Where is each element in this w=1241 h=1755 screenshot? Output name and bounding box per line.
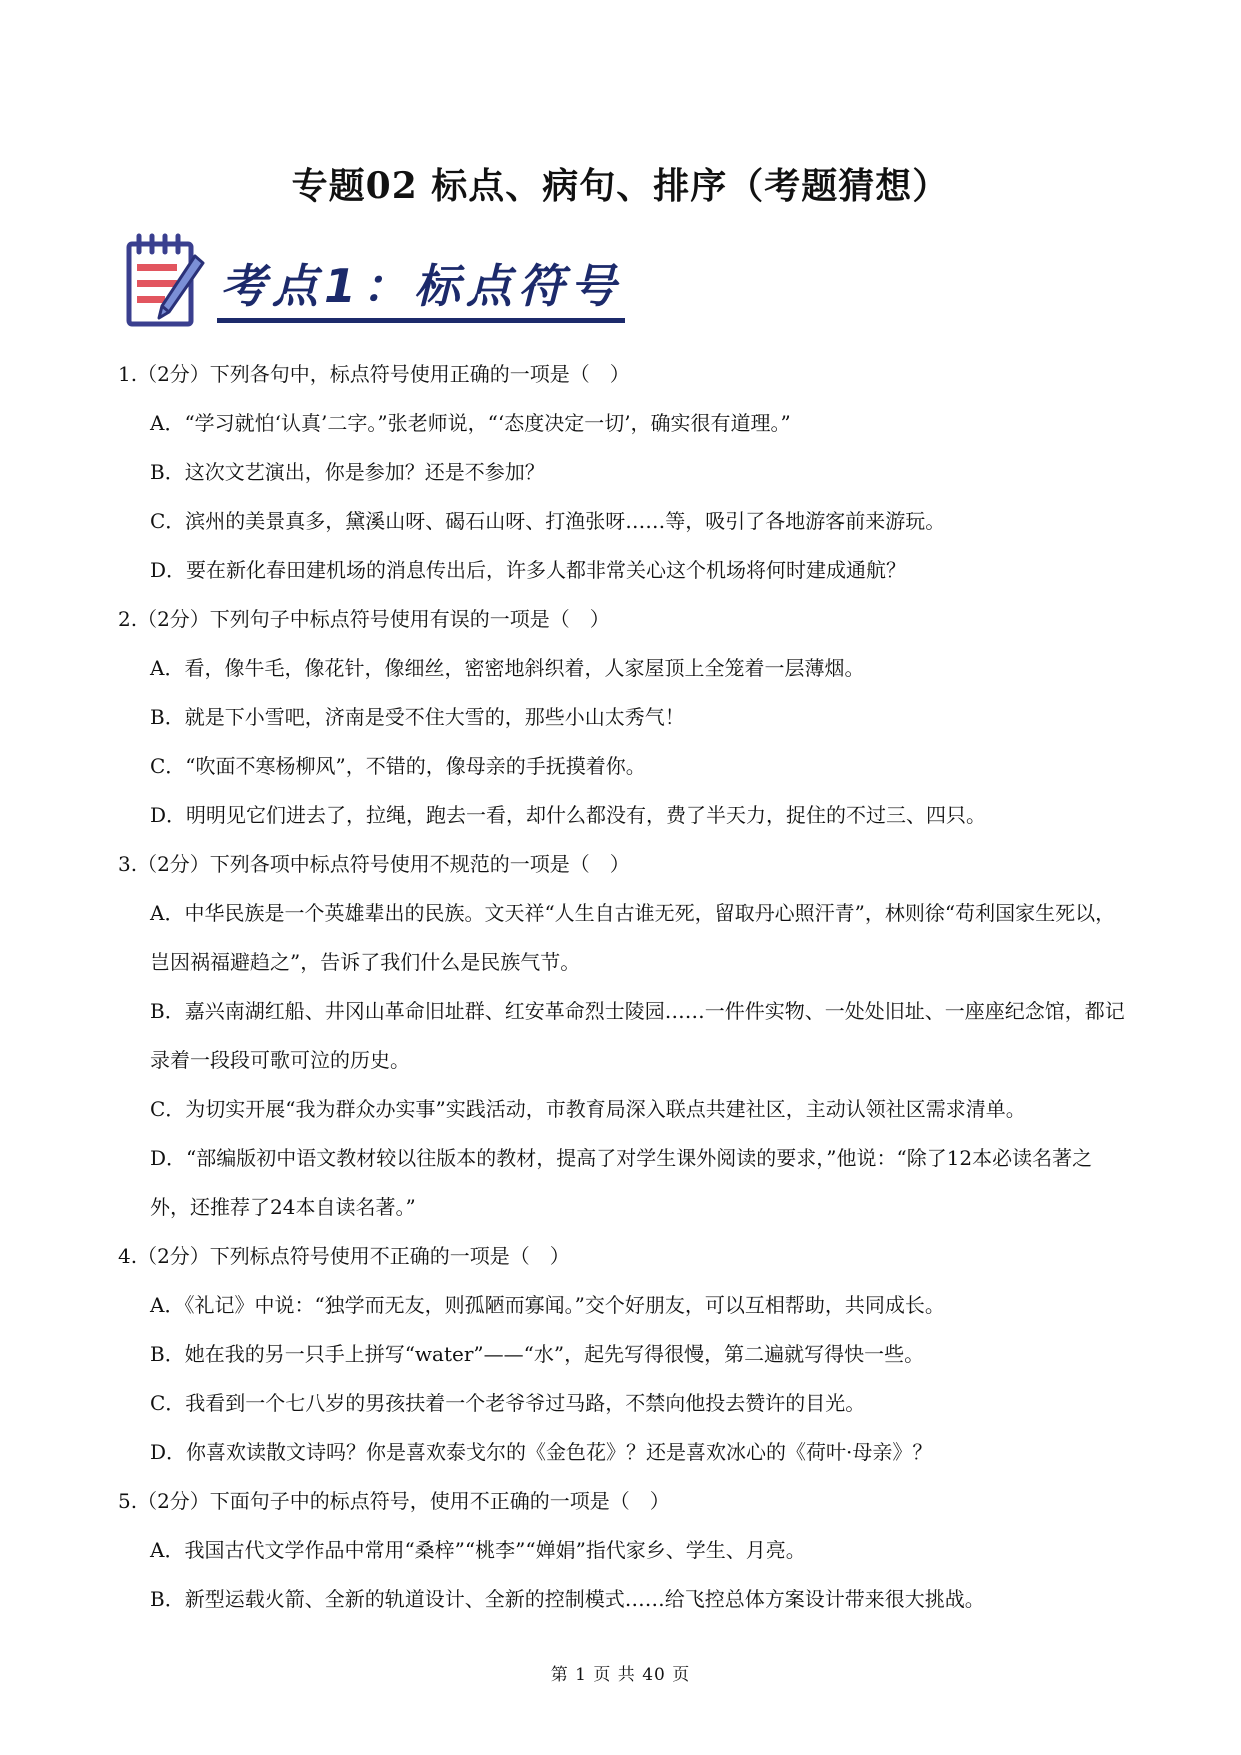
option-a: A．看，像牛毛，像花针，像细丝，密密地斜织着，人家屋顶上全笼着一层薄烟。 <box>150 656 865 680</box>
option-c: C．“吹面不寒杨柳风”，不错的，像母亲的手抚摸着你。 <box>150 754 646 778</box>
option-c: C．我看到一个七八岁的男孩扶着一个老爷爷过马路，不禁向他投去赞许的目光。 <box>150 1391 866 1415</box>
question-stem: 2.（2分）下列句子中标点符号使用有误的一项是（ ） <box>118 607 610 631</box>
option-c: C．滨州的美景真多，黛溪山呀、碣石山呀、打渔张呀……等，吸引了各地游客前来游玩。 <box>150 509 946 533</box>
question-stem: 1.（2分）下列各句中，标点符号使用正确的一项是（ ） <box>118 362 630 386</box>
banner-underline <box>217 318 625 323</box>
question-4 <box>118 1232 1128 1477</box>
option-a: A．“学习就怕‘认真’二字。”张老师说，“‘态度决定一切’，确实很有道理。” <box>150 411 791 435</box>
option-a: A．我国古代文学作品中常用“桑梓”“桃李”“婵娟”指代家乡、学生、月亮。 <box>150 1538 806 1562</box>
notepad-pencil-icon <box>125 230 205 330</box>
option-d: D．要在新化春田建机场的消息传出后，许多人都非常关心这个机场将何时建成通航？ <box>150 558 907 582</box>
option-d: D．“部编版初中语文教材较以往版本的教材，提高了对学生课外阅读的要求，”他说：“除了12本必读名著之外，还推荐了24本自读名著。” <box>150 1146 1093 1219</box>
option-d: D．你喜欢读散文诗吗？你是喜欢泰戈尔的《金色花》？还是喜欢冰心的《荷叶·母亲》？ <box>150 1440 933 1464</box>
section-label: 考点1：标点符号 <box>220 259 623 313</box>
question-5 <box>118 1477 1128 1624</box>
option-b: B．这次文艺演出，你是参加？还是不参加？ <box>150 460 545 484</box>
question-3 <box>118 840 1128 1232</box>
option-a: A．中华民族是一个英雄辈出的民族。文天祥“人生自古谁无死，留取丹心照汗青”，林则徐“苟利国家生死以，岂因祸福避趋之”，告诉了我们什么是民族气节。 <box>150 901 1116 974</box>
option-b: B．新型运载火箭、全新的轨道设计、全新的控制模式……给飞控总体方案设计带来很大挑战。 <box>150 1587 985 1611</box>
page-footer: 第 1 页 共 40 页 <box>550 1665 691 1685</box>
option-b: B．她在我的另一只手上拼写“water”——“水”，起先写得很慢，第二遍就写得快一些。 <box>150 1342 925 1366</box>
option-d: D．明明见它们进去了，拉绳，跑去一看，却什么都没有，费了半天力，捉住的不过三、四只。 <box>150 803 987 827</box>
question-list <box>118 350 1128 1624</box>
question-stem: 4.（2分）下列标点符号使用不正确的一项是（ ） <box>118 1244 570 1268</box>
section-banner <box>125 230 645 340</box>
option-a: A．《礼记》中说：“独学而无友，则孤陋而寡闻。”交个好朋友，可以互相帮助，共同成长。 <box>150 1293 945 1317</box>
page-title: 专题02 标点、病句、排序（考题猜想） <box>291 165 950 207</box>
question-2 <box>118 595 1128 840</box>
option-b: B．嘉兴南湖红船、井冈山革命旧址群、红安革命烈士陵园……一件件实物、一处处旧址、一座座纪念馆，都记录着一段段可歌可泣的历史。 <box>150 999 1125 1072</box>
question-stem: 3.（2分）下列各项中标点符号使用不规范的一项是（ ） <box>118 852 630 876</box>
option-b: B．就是下小雪吧，济南是受不住大雪的，那些小山太秀气！ <box>150 705 685 729</box>
question-stem: 5.（2分）下面句子中的标点符号，使用不正确的一项是（ ） <box>118 1489 670 1513</box>
option-c: C．为切实开展“我为群众办实事”实践活动，市教育局深入联点共建社区，主动认领社区需求清单。 <box>150 1097 1026 1121</box>
question-1 <box>118 350 1128 595</box>
